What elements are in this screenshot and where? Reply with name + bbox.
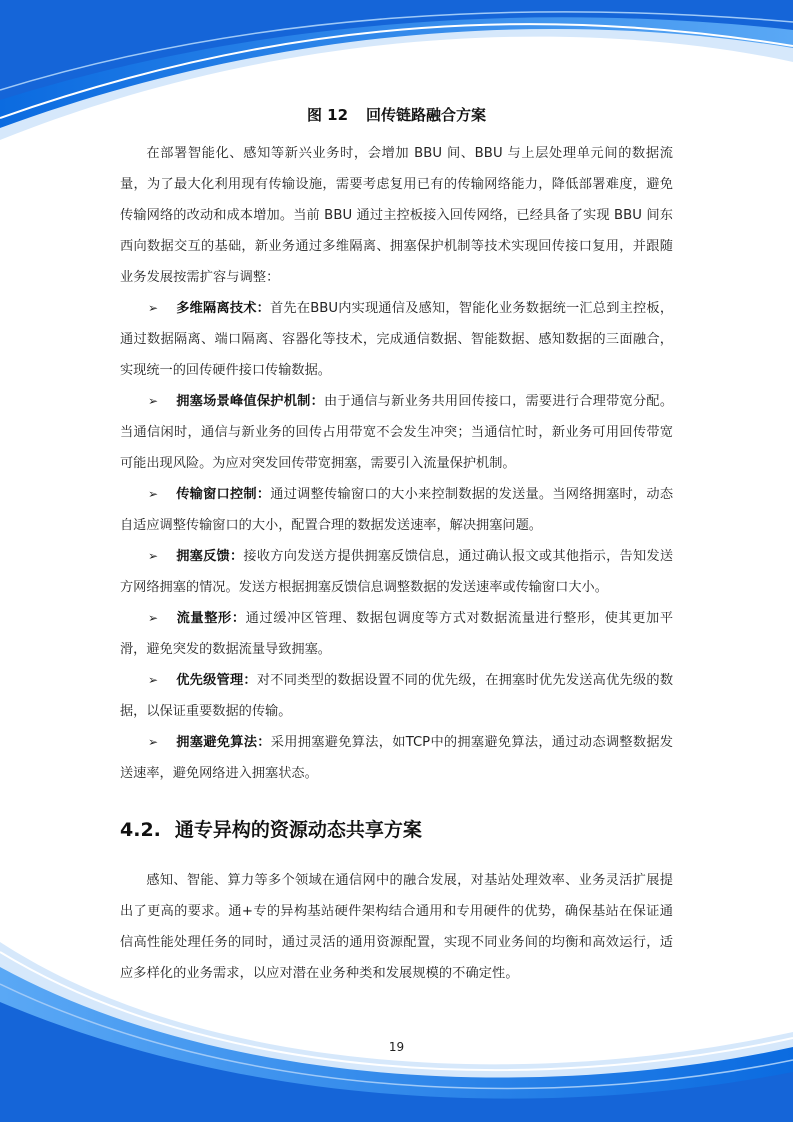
bullet-text: 采用拥塞避免算法，如TCP中的拥塞避免算法，通过动态调整数据发送速率，避免网络进入拥塞状态。 bbox=[120, 735, 673, 781]
bullet-item-congestion-feedback bbox=[120, 541, 673, 603]
section-number: 4.2. bbox=[120, 819, 161, 841]
bullet-term: 多维隔离技术： bbox=[176, 301, 271, 316]
bullet-text: 通过缓冲区管理、数据包调度等方式对数据流量进行整形，使其更加平滑，避免突发的数据流量导致拥塞。 bbox=[120, 611, 674, 657]
bullet-term: 拥塞避免算法： bbox=[176, 735, 271, 750]
bullet-item-congestion-peak-protection bbox=[120, 386, 673, 479]
page-content bbox=[120, 104, 673, 989]
bullet-term: 拥塞反馈： bbox=[176, 549, 244, 564]
section-title: 通专异构的资源动态共享方案 bbox=[174, 819, 422, 841]
bullet-item-congestion-avoidance bbox=[120, 727, 673, 789]
intro-paragraph: 在部署智能化、感知等新兴业务时，会增加 BBU 间、BBU 与上层处理单元间的数据流量，为了最大化利用现有传输设施，需要考虑复用已有的传输网络能力，降低部署难度，避免传输网络的改动和成本增加。当前 BBU 通过主控板接入回传网络，已经具备了实现 BBU 间东西向数据交互的基础，新业务通过多维隔离、拥塞保护机制等技术实现回传接口复用，并跟随业务发展按需扩容与调整： bbox=[120, 146, 673, 285]
bullet-item-traffic-shaping bbox=[120, 603, 673, 665]
bullet-item-priority-management bbox=[120, 665, 673, 727]
figure-caption-label: 图 12 bbox=[306, 106, 349, 124]
bullet-text: 通过调整传输窗口的大小来控制数据的发送量。当网络拥塞时，动态自适应调整传输窗口的大小，配置合理的数据发送速率，解决拥塞问题。 bbox=[120, 487, 674, 533]
bullet-term: 优先级管理： bbox=[176, 673, 257, 688]
page-number: 19 bbox=[388, 1040, 405, 1054]
figure-caption bbox=[120, 104, 673, 126]
figure-caption-title: 回传链路融合方案 bbox=[366, 106, 487, 124]
bullet-text: 由于通信与新业务共用回传接口，需要进行合理带宽分配。当通信闲时，通信与新业务的回传占用带宽不会发生冲突；当通信忙时，新业务可用回传带宽可能出现风险。为应对突发回传带宽拥塞，需要引入流量保护机制。 bbox=[120, 394, 674, 471]
bullet-text: 接收方向发送方提供拥塞反馈信息，通过确认报文或其他指示，告知发送方网络拥塞的情况。发送方根据拥塞反馈信息调整数据的发送速率或传输窗口大小。 bbox=[120, 549, 674, 595]
bullet-term: 拥塞场景峰值保护机制： bbox=[176, 394, 325, 409]
arrow-bullet-icon: ➢ bbox=[148, 673, 159, 687]
bullet-text: 首先在BBU内实现通信及感知，智能化业务数据统一汇总到主控板，通过数据隔离、端口隔离、容器化等技术，完成通信数据、智能数据、感知数据的三面融合，实现统一的回传硬件接口传输数据。 bbox=[120, 301, 674, 378]
arrow-bullet-icon: ➢ bbox=[148, 735, 159, 749]
arrow-bullet-icon: ➢ bbox=[148, 611, 159, 625]
section-paragraph: 感知、智能、算力等多个领域在通信网中的融合发展，对基站处理效率、业务灵活扩展提出了更高的要求。通+专的异构基站硬件架构结合通用和专用硬件的优势，确保基站在保证通信高性能处理任务的同时，通过灵活的通用资源配置，实现不同业务间的均衡和高效运行，适应多样化的业务需求，以应对潜在业务种类和发展规模的不确定性。 bbox=[120, 873, 673, 981]
bullet-term: 传输窗口控制： bbox=[176, 487, 271, 502]
arrow-bullet-icon: ➢ bbox=[148, 301, 159, 315]
arrow-bullet-icon: ➢ bbox=[148, 487, 159, 501]
bullet-term: 流量整形： bbox=[176, 611, 246, 626]
bullet-item-window-control bbox=[120, 479, 673, 541]
bullet-item-multi-isolation bbox=[120, 293, 673, 386]
section-heading bbox=[120, 817, 673, 843]
arrow-bullet-icon: ➢ bbox=[148, 394, 159, 408]
bullet-text: 对不同类型的数据设置不同的优先级，在拥塞时优先发送高优先级的数据，以保证重要数据的传输。 bbox=[120, 673, 674, 719]
arrow-bullet-icon: ➢ bbox=[148, 549, 159, 563]
